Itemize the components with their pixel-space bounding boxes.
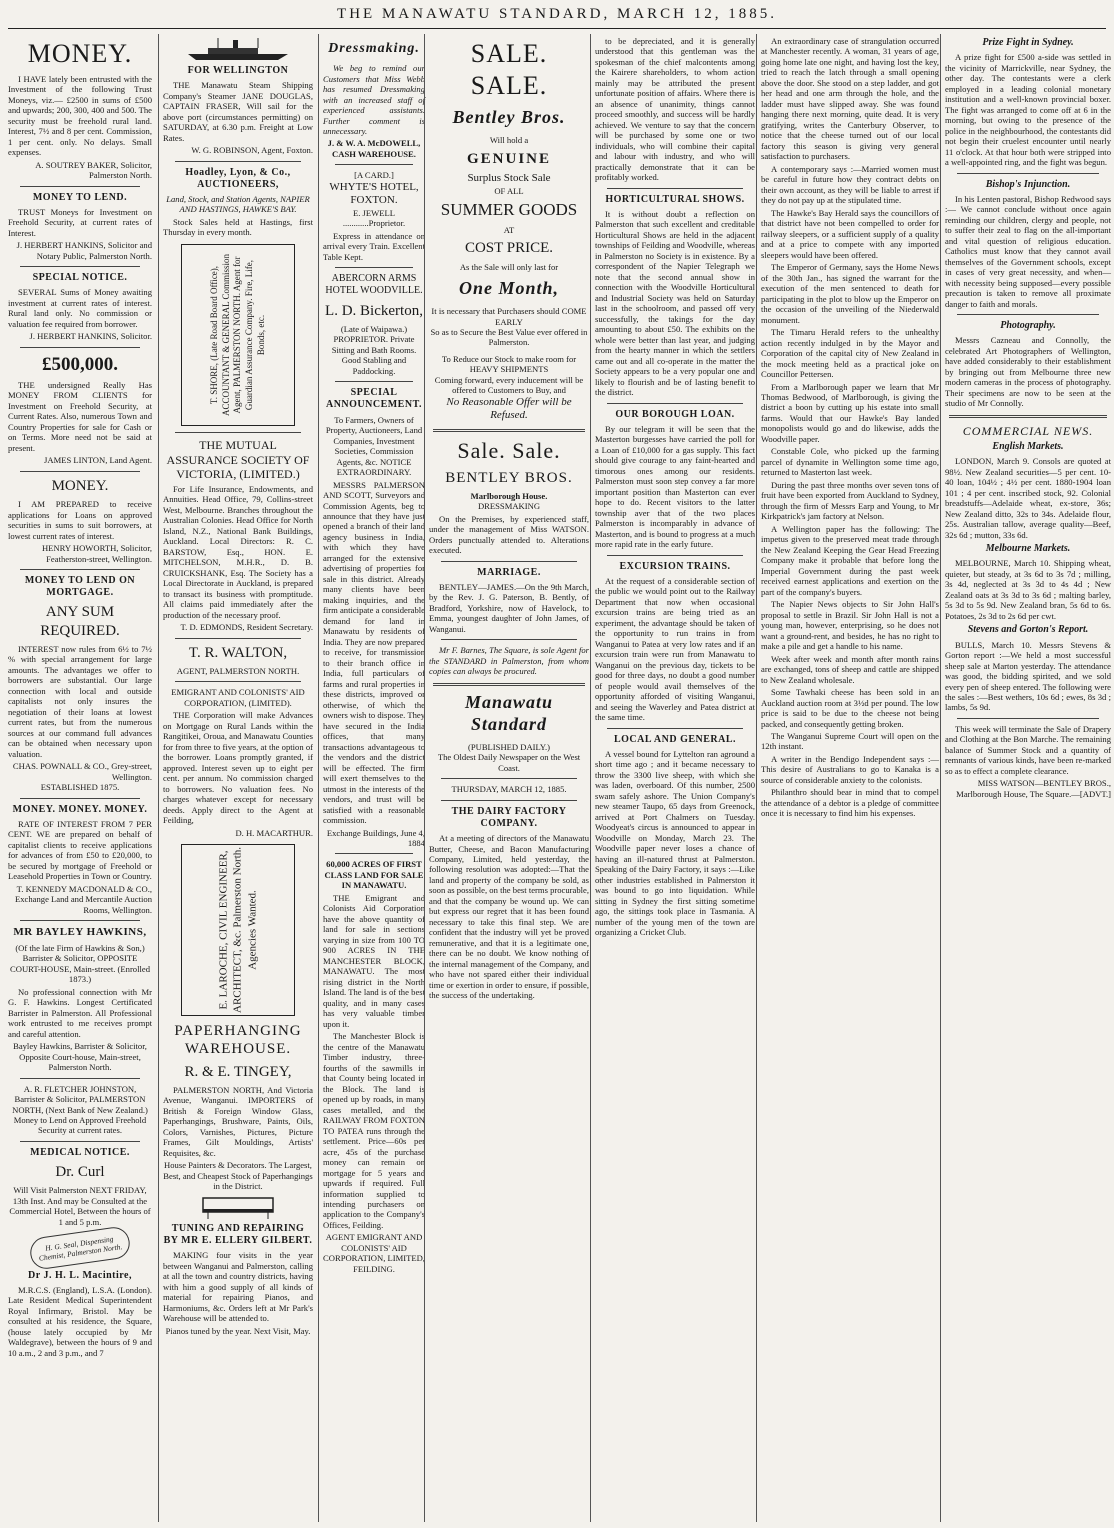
column-1 bbox=[8, 34, 156, 1522]
tawhaki-item: Some Tawhaki cheese has been sold in an Auckland auction room at 3½d per pound. The low price is said to be due to the cheese not being packed, and consequently getting broken. bbox=[761, 687, 939, 729]
hawkins-title: MR BAYLEY HAWKINS, bbox=[13, 926, 147, 939]
walton-title: T. R. WALTON, bbox=[188, 644, 288, 661]
bishop-body: In his Lenten pastoral, Bishop Redwood says :— We cannot conclude without once again reminding our children, clergy and people, not to suffer their zeal to flag on the all-important and vital question of religious education. Catholics must know that they cannot avail themselves of the Government schools, except in cases of very great necessity, and when—with necessity being supposed—every possible precaution is taken to remove all proximate danger to faith and morals. bbox=[945, 193, 1111, 309]
divider bbox=[175, 161, 301, 162]
whyte-subtitle: E. JEWELL ............Proprietor. bbox=[342, 207, 406, 229]
mutual-title: THE MUTUAL ASSURANCE SOCIETY OF VICTORIA, (LIMITED.) bbox=[166, 437, 310, 482]
hawkins-subtitle: (Of the late Firm of Hawkins & Son,) Barrister & Solicitor, OPPOSITE COURT-HOUSE, Main-street. (Enrolled 1873.) bbox=[10, 942, 150, 985]
divider bbox=[335, 267, 413, 268]
acres-body: THE Emigrant and Colonists Aid Corporation have the above quantity of land for sale in sections varying in size from 100 TO 900 ACRES IN THE MANCHESTER BLOCK, MANAWATU. The most rising district in the North Island. The land is of the best quality, and in many cases has very valuable timber upon it. bbox=[323, 892, 425, 1029]
mortgage-title: MONEY TO LEND ON MORTGAGE. bbox=[24, 575, 136, 599]
hawkes-item: The Hawke's Bay Herald says the councillors of that district have not been compelled to order for railway sleepers, or a sufficient supply of a quality and at a price to compete with any imported sleepers would have been offered. bbox=[761, 207, 939, 260]
tingey-body: PALMERSTON NORTH, And Victoria Avenue, Wanganui. IMPORTERS of British & Foreign Window Glass, Paperhangings, Brushware, Paints, Oils, Colors, Varnishes, Pictures, Picture Frames, Gilt Mouldings, Artists' Requisites, &c. bbox=[163, 1085, 313, 1158]
special-notice-title: SPECIAL NOTICE. bbox=[32, 272, 128, 284]
whyte-body: Express in attendance on arrival every Train. Excellent Table Kept. bbox=[323, 230, 425, 262]
whyte-title: WHYTE'S HOTEL, FOXTON. bbox=[329, 180, 419, 207]
inducement-label: Coming forward, every inducement will be offered to Customers to Buy, and bbox=[434, 374, 584, 396]
agent-note: Mr F. Barnes, The Square, is sole Agent for the STANDARD in Palmerston, from whom copies can always be procured. bbox=[429, 645, 589, 677]
emigrant-title: EMIGRANT AND COLONISTS' AID CORPORATION, (LIMITED). bbox=[171, 687, 305, 708]
steamship-icon bbox=[178, 36, 298, 62]
divider bbox=[20, 1141, 140, 1142]
divider bbox=[949, 415, 1107, 418]
divider bbox=[335, 381, 413, 382]
excursion-title: EXCURSION TRAINS. bbox=[619, 560, 731, 572]
marlborough-item: From a Marlborough paper we learn that Mr Thomas Bedwood, of Marlborough, is giving the district a boon by cutting up his estate into small farms. Would that our Hawke's Bay landed monopolists would go and do likewise, adds the Woodville paper. bbox=[761, 381, 939, 444]
announcement-title: SPECIAL ANNOUNCEMENT. bbox=[325, 387, 423, 411]
only-for-label: As the Sale will only last for bbox=[459, 261, 559, 272]
divider bbox=[607, 188, 743, 189]
borough-loan-title: OUR BOROUGH LOAN. bbox=[615, 408, 735, 420]
strangulation-item: An extraordinary case of strangulation occurred at Manchester recently. A woman, 31 years of age, going home late one night, and having lost the key, tried to reach the latch through a small opening above the door. She stood on a step ladder, and got her head and one arm through the hole, and the ladder must have slipped away. She was found hanging there next morning, quite dead. It is very gratifying, writes the Canterbury Observer, to notice that the cheese turned out of our local factory this season is giving very general satisfaction to purchasers. bbox=[761, 36, 939, 162]
marlborough-label: Marlborough House. bbox=[470, 490, 548, 501]
dressmaking-title: Dressmaking. bbox=[328, 41, 420, 56]
hoadley-subtitle: Land, Stock, and Station Agents, NAPIER AND HASTINGS, HAWKE'S BAY. bbox=[166, 193, 310, 215]
shore-vertical-text: T. SHORE, (Late Road Board Office), ACCOUNTANT & GENERAL Commission Agent, PALMERSTON NORTH. Agent for Guardian Assurance Company. Fire, Life, Bonds, etc. bbox=[208, 253, 266, 416]
column-3 bbox=[318, 34, 429, 1522]
hawkins-body: No professional connection with Mr G. F. Hawkins. Longest Certificated Barrister in Palmerston. All Professional work entrusted to me receives prompt and careful attention. bbox=[8, 986, 152, 1039]
dressmaking-body: We beg to remind our Customers that Miss Webb has resumed Dressmaking with an increased staff of experienced assistants. Further comment is unnecessary. bbox=[323, 63, 425, 136]
divider bbox=[20, 798, 140, 799]
english-markets-title: English Markets. bbox=[992, 441, 1064, 453]
acres-body-2: The Manchester Block is the centre of the Manawatu Timber industry, three-fourths of the sawmills in that County being located in the Block. The land is opened up by roads, in many cases metalled, and the RAILWAY FROM FOXTON TO PATEA runs through the settlement. Price—60s per acre, 45s of the purchase money can remain on mortgage for 5 years and upwards if required. Full information supplied to intending purchasers on application to the Company's Offices, Feilding. bbox=[323, 1031, 425, 1230]
money-body: I HAVE lately been entrusted with the Investment of the following Trust Moneys, viz.— £2500 in sums of £500 and upwards; 200, 300, 400 and 500. The security must be freehold rural land. Interest, 7½ and 8 per cent. Commission, 1 per cent. only. No delays. Small expenses. bbox=[8, 73, 152, 158]
dressmaking-notice: On the Premises, by experienced staff, under the management of Miss WATSON. Orders punctually attended to. Alterations executed. bbox=[429, 513, 589, 556]
commercial-news-title: COMMERCIAL NEWS. bbox=[962, 423, 1094, 438]
mmm-body: RATE OF INTEREST FROM 7 PER CENT. WE are prepared on behalf of capitalist clients to receive applications for advances of from £50 to £20,000, to be secured by mortgage of Freehold or Leasehold Properties in Town or Country. bbox=[8, 818, 152, 882]
column-5 bbox=[590, 34, 759, 1522]
seal-badge bbox=[28, 1226, 132, 1272]
announcement-subtitle: To Farmers, Owners of Property, Auctioneers, Land Companies, Investment Societies, Commission Agents, &c. NOTICE EXTRAORDINARY. bbox=[325, 414, 423, 478]
curl-title: Dr. Curl bbox=[55, 1164, 105, 1181]
dressmaking-label: DRESSMAKING bbox=[477, 501, 541, 512]
mmm-title: MONEY. MONEY. MONEY. bbox=[12, 803, 148, 815]
one-month-label: One Month, bbox=[458, 278, 560, 299]
laroche-vertical-ad bbox=[181, 844, 295, 1016]
divider bbox=[175, 432, 301, 433]
genuine-label: GENUINE bbox=[466, 150, 551, 167]
column-4 bbox=[424, 34, 593, 1522]
walton-subtitle: AGENT, PALMERSTON NORTH. bbox=[176, 665, 300, 676]
cost-price-label: COST PRICE. bbox=[464, 240, 554, 257]
divider bbox=[175, 638, 301, 639]
curl-body: Will Visit Palmerston NEXT FRIDAY, 13th Inst. And may be Consulted at the Commercial Hotel, Between the hours of 1 and 5 p.m. bbox=[9, 1185, 151, 1227]
shore-vertical-ad bbox=[181, 244, 295, 426]
money-title: MONEY. bbox=[27, 39, 133, 68]
bickerton-title: L. D. Bickerton, bbox=[325, 302, 423, 319]
photography-body: Messrs Cazneau and Connolly, the celebrated Art Photographers of Wellington, have added considerably to their establishment by bringing out from Melbourne three new modern cameras in the process of photography. Their specimens are now to be seen at the studio of Mr Connolly. bbox=[945, 335, 1111, 409]
bentley-title: Bentley Bros. bbox=[452, 107, 566, 128]
divider bbox=[335, 164, 413, 165]
lend-body: TRUST Moneys for Investment on Freehold Security, at current rates of Interest. bbox=[8, 206, 152, 238]
at-label: AT bbox=[503, 224, 515, 235]
for-wellington-body: THE Manawatu Steam Shipping Company's Steamer JANE DOUGLAS, CAPTAIN FRASER, Will sail for the above port (circumstances permitting) on SATURDAY, at 6.30 p.m. Freight at Low Rates. bbox=[163, 80, 313, 143]
established-label: ESTABLISHED 1875. bbox=[40, 782, 120, 793]
divider bbox=[441, 639, 577, 640]
divider bbox=[335, 853, 413, 854]
emigrant-body: THE Corporation will make Advances on Mortgage on Rural Lands within the Rangitikei, Oroua, and Manawatu Counties for from three to five years, at the option of the borrower. Loans promptly granted, if approved. Interest seven up to eight per cent. per annum. No commission charged to borrowers. No valuation fees. No charges whatever except for necessary deeds. Apply direct to the Agent at Feilding, bbox=[163, 710, 313, 826]
prize-fight-body: A prize fight for £500 a-side was settled in the vicinity of Marrickville, near Sydney, the other day. The contestants were a clerk employed in a leading colonial monetary institution and a well-known provincial boxer. The fight was arranged to come off at 6 in the morning, but owing to the presence of the police in the neighbourhood, the contestants did not begin their cruelest encounter until nearly 11 o'clock. At that hour both were stripped into a well-appointed ring, and the fight was begun. bbox=[945, 52, 1111, 168]
bishop-title: Bishop's Injunction. bbox=[985, 178, 1071, 190]
divider bbox=[607, 555, 743, 556]
masthead: THE MANAWATU STANDARD, MARCH 12, 1885. bbox=[337, 6, 777, 22]
surety-signature: CHAS. POWNALL & CO., Grey-street, Wellington. bbox=[12, 761, 152, 782]
sale-title: SALE. SALE. bbox=[470, 39, 548, 100]
fletcher-notice: A. R. FLETCHER JOHNSTON, Barrister & Solicitor, PALMERSTON NORTH, (Next Bank of New Zealand.) Money to Lend on Approved Freehold Security at current rates. bbox=[12, 1083, 148, 1136]
laroche-vertical-text: E. LAROCHE, CIVIL ENGINEER, ARCHITECT, &c. Palmerston North. Agencies Wanted. bbox=[217, 847, 259, 1014]
dairy-title: THE DAIRY FACTORY COMPANY. bbox=[451, 805, 567, 829]
divider bbox=[433, 429, 585, 432]
surplus-label: Surplus Stock Sale bbox=[467, 172, 551, 185]
bon-marche-signature: MISS WATSON—BENTLEY BROS., Marlborough House, The Square.—[ADVT.] bbox=[956, 778, 1111, 799]
divider bbox=[20, 347, 140, 348]
divider bbox=[20, 1078, 140, 1079]
fruit-item: During the past three months over seven tons of fruit have been exported from Auckland to Sydney, through the firm of Messrs Earp and Young, to Mr Kirkpatrick's jam factory at Nelson. bbox=[761, 479, 939, 522]
column-7 bbox=[940, 34, 1114, 1522]
timaru-item: The Timaru Herald refers to the unhealthy action recently indulged in by the Mayor and Corporation of the capital city of New Zealand in the mock meeting held as a practical joke on Councillor Pettersen. bbox=[761, 327, 939, 380]
special-notice-body: SEVERAL Sums of Money awaiting investment at current rates of interest. Rural land only. No commission or valuation fee required from borrower. bbox=[8, 287, 152, 329]
constable-item: Constable Cole, who picked up the farming parcel of dynamite in Wellington some time ago, returned to Masterton last week. bbox=[761, 446, 939, 478]
tuning-title: TUNING AND REPAIRING BY MR E. ELLERY GILBERT. bbox=[163, 1222, 313, 1247]
acres-signature: AGENT EMIGRANT AND COLONISTS' AID CORPORATION, LIMITED, FEILDING. bbox=[323, 1232, 425, 1274]
divider bbox=[957, 314, 1099, 315]
dairy-body: At a meeting of directors of the Manawatu Butter, Cheese, and Bacon Manufacturing Company, Limited, held yesterday, the following resolution was adopted:—That the land and property of the company be sold, as soon as possible, on the best terms procurable, and that the company be wound up. We can but express our regret that it has been found necessary to take this final step. We are confident that the industry will yet be proved remunerative, and that it is a legitimate one, there can be no doubt. We know nothing of the internal management of the Company, and who have not spared either their individual time or exertion in order to ensure, if possible, the success of the undertaking. bbox=[429, 833, 589, 1001]
lend-title: MONEY TO LEND. bbox=[32, 191, 128, 203]
divider bbox=[607, 728, 743, 729]
wanganui-item: The Wanganui Supreme Court will open on the 12th instant. bbox=[761, 731, 939, 752]
necessary-label: It is necessary that Purchasers should COME EARLY bbox=[431, 306, 587, 327]
wellington-item: A Wellington paper has the following: The impetus given to the preserved meat trade through the New Zealand Keeping the Gear Head Freezing Company make it probable that before long the Imperial Government during the past week received earnest applications and exertion on the part of the company's buyers. bbox=[761, 523, 939, 597]
week-after-item: Week after week and month after month rains are exchanged, tons of sheep and cattle are shipped to New Zealand wholesale. bbox=[761, 653, 939, 685]
marriage-body: BENTLEY—JAMES.—On the 9th March, by the Rev. J. G. Paterson, B. Bently, of Bradford, Yorkshire, now of Havelock, to Emma, youngest daughter of John James, of Wanganui. bbox=[429, 581, 589, 634]
bentley2-title: BENTLEY BROS. bbox=[445, 469, 573, 486]
paper-name: Manawatu Standard bbox=[464, 691, 554, 734]
money2-signature: HENRY HOWORTH, Solicitor, Featherston-street, Wellington. bbox=[41, 543, 152, 564]
mutual-signature: T. D. EDMONDS, Resident Secretary. bbox=[180, 622, 313, 633]
philanthropist-item: Philanthro should bear in mind that to compel the attendance of a debtor is a pledge of committee once it is necessary to find him his expenses. bbox=[761, 787, 939, 819]
published-label: (PUBLISHED DAILY.) bbox=[467, 741, 551, 752]
column-2 bbox=[158, 34, 317, 1522]
divider bbox=[433, 683, 585, 686]
surety-title: ANY SUM REQUIRED. bbox=[40, 604, 120, 639]
hoadley-body: Stock Sales held at Hastings, first Thursday in every month. bbox=[163, 216, 313, 238]
divider bbox=[441, 800, 577, 801]
horticultural-body: It is without doubt a reflection on Palmerston that such excellent and creditable Horticultural Shows are held in the adjacent townships of Feilding and Woodville, whereas in Palmerston no Society is in existence. By a correspondent of the Napier Telegraph we note that the second annual show in connection with the Woodville Horticultural and Industrial Society was held on Saturday last in the schoolroom, and passed off very successfully, the takings for the day amounting to about £50. The exhibits on the whole were better than last year, and judging from the hearty manner in which the settlers came out and all co-operate in the matter the Society appears to be a very popular one and likely to flourish and be of lasting benefit to the district. bbox=[595, 208, 755, 398]
paperhanging-title: PAPERHANGING WAREHOUSE. bbox=[174, 1023, 302, 1058]
divider bbox=[20, 920, 140, 921]
contemporary-item: A contemporary says :—Married women must be careful in future how they contract debts on their own account, as they will be liable to arrest if they do not pay up at the stipulated time. bbox=[761, 163, 939, 206]
secure-label: So as to Secure the Best Value ever offered in Palmerston. bbox=[430, 326, 588, 348]
tingey-title: R. & E. TINGEY, bbox=[184, 1063, 292, 1080]
local-general-title: LOCAL AND GENERAL. bbox=[613, 733, 737, 745]
card-label: [A CARD.] bbox=[354, 170, 394, 181]
macintire-title: Dr J. H. L. Macintire, bbox=[28, 1269, 132, 1281]
photography-title: Photography. bbox=[1000, 320, 1056, 332]
divider bbox=[20, 266, 140, 267]
no-offer-label: No Reasonable Offer will be Refused. bbox=[446, 395, 572, 422]
masthead-rule bbox=[8, 28, 1106, 29]
for-wellington-title: FOR WELLINGTON bbox=[187, 65, 289, 76]
money-signature: A. SOUTREY BAKER, Solicitor, Palmerston North. bbox=[35, 159, 152, 181]
sale2-title: Sale. Sale. bbox=[457, 437, 561, 463]
horticultural-title: HORTICULTURAL SHOWS. bbox=[605, 193, 745, 205]
napier-item: The Napier News objects to Sir John Hall's proposal to settle in Brazil. Sir John Hall is not a young man, however, enterprising, so he does not want a ground-rent, and besides, he has no right to make a pile and get a handle to his name. bbox=[761, 599, 939, 652]
big-sum-title: £500,000. bbox=[42, 353, 118, 375]
special-notice-signature: J. HERBERT HANKINS, Solicitor. bbox=[29, 331, 152, 342]
issue-date: THURSDAY, MARCH 12, 1885. bbox=[451, 784, 567, 795]
mmm-signature: T. KENNEDY MACDONALD & CO., Exchange Land and Mercantile Auction Rooms, Wellington. bbox=[15, 883, 152, 915]
hold-label: Will hold a bbox=[489, 135, 529, 146]
mcdowell-notice: J. & W. A. McDOWELL, CASH WAREHOUSE. bbox=[327, 138, 421, 159]
divider bbox=[20, 186, 140, 187]
divider bbox=[20, 569, 140, 570]
stevens-report-body: BULLS, March 10. Messrs Stevens & Gorton report :—We held a most successful sheep sale at Marton yesterday. The attendance was good, the bidding spirited, and we sold every pen of sheep entered. The following were the sales :—Best wethers, 10s 6d ; ewes, 8s 3d ; lambs, 5s 9d. bbox=[945, 639, 1111, 713]
reduce-label: To Reduce our Stock to make room for HEAVY SHIPMENTS bbox=[441, 353, 577, 375]
surety-body: INTEREST now rules from 6½ to 7½ % with special arrangement for large amounts. The advantages we offer to borrowers are substantial. Our large connection with local and outside capitalists not only insures the negotiation of their loans at lowest current rates, but from the numerous sources at our command full advances can be obtained when necessary upon valuation. bbox=[8, 644, 152, 759]
emigrant-signature: D. H. MACARTHUR. bbox=[235, 827, 313, 838]
excursion-body: At the request of a considerable section of the public we would point out to the Railway Department that now when occasional excursion trains are being tried as an experiment, the advantage should be taken of the opportunity to run trains in from Wanganui to Patea at very low rates and if an excursion train were run from Manawatu to Wanganui on the previous day, tickets to be good for three days, no doubt a good number of people would avail themselves of the opportunity afforded of visiting Wanganui, and seeing the Waverley and Patea district at the same time. bbox=[595, 575, 755, 723]
tuning-body: MAKING four visits in the year between Wanganui and Palmerston, calling at all the town and country districts, having with him a good supply of all kinds of material for repairing Pianos, and Harmoniums, &c. Orders left at Mr Park's Warehouse will be attended to. bbox=[163, 1250, 313, 1324]
announcement-signature: Exchange Buildings, June 4, 1884 bbox=[326, 827, 425, 848]
tuning-footer: Pianos tuned by the year. Next Visit, May. bbox=[165, 1325, 311, 1336]
germany-item: The Emperor of Germany, says the Home News of the 30th Jan., has signed the warrant for the execution of the men sentenced to death for participating in the plot to blow up the Emperor on the occasion of the unveiling of the Niederwald monument. bbox=[761, 262, 939, 325]
tingey-subtitle: House Painters & Decorators. The Largest, Best, and Cheapest Stock of Paperhangings in the District. bbox=[163, 1160, 313, 1192]
money2-title: MONEY. bbox=[51, 477, 109, 494]
summer-goods-label: SUMMER GOODS bbox=[440, 200, 578, 220]
mutual-body: For Life Insurance, Endowments, and Annuities. Head Office, 79, Collins-street West, Melbourne. Branches throughout the Australian Colonies. Head Office for North Island, N.Z., National Bank Buildings, Auckland. Local Directors: R. C. BARSTOW, Esq., HON. E. MITCHELSON, M.H.R., D. B. CRUICKSHANK, Esq. The Society has a Local Directorate in Auckland, is prepared to transact its business with promptitude. All claims paid immediately after the production of the necessary proof. bbox=[163, 483, 313, 620]
english-markets-body: LONDON, March 9. Consols are quoted at 98½. New Zealand securities—5 per cent. 10-40 loan, 104½ ; 4½ per cent. 1880-1904 loan 101 ; 4 per cent. inscribed stock, 92. Colonial breadstuffs—Adelaide wheat, ex-store, 36s; New Zealand ditto, 32s to 34s. Adelaide flour, 25s. Australian tallow, average quality—Beef, 32s 6d ; mutton, 33s 6d. bbox=[945, 456, 1111, 540]
linton-signature: JAMES LINTON, Land Agent. bbox=[44, 455, 152, 466]
divider bbox=[441, 561, 577, 562]
hawkins-address: Bayley Hawkins, Barrister & Solicitor, Opposite Court-house, Main-street, Palmerston North. bbox=[13, 1041, 147, 1073]
column-6 bbox=[756, 34, 943, 1522]
melbourne-markets-body: MELBOURNE, March 10. Shipping wheat, quieter, but steady, at 3s 6d to 3s 7d ; milling, 3s 4d, neglected at 3s 3d to 4s 4d ; New Zealand oats at 3s 3d to 3s 6d ; malting barley, 5s 3d to 5s 9d. New Zealand bran, 5s 6d to 6s. Potatoes, 2s 3d to 2s 6d per cwt. bbox=[945, 558, 1111, 621]
acres-title: 60,000 ACRES OF FIRST CLASS LAND FOR SALE IN MANAWATU. bbox=[324, 859, 424, 891]
bon-marche-notice: This week will terminate the Sale of Drapery and Clothing at the Bon Marche. The remaining balance of Summer Stock and a quantity of remnants of various kinds, have been re-marked so as to effect a complete clearance. bbox=[945, 723, 1111, 776]
for-wellington-signature: W. G. ROBINSON, Agent, Foxton. bbox=[191, 145, 313, 156]
abercorn-body: (Late of Waipawa.) PROPRIETOR. Private Sitting and Bath Rooms. Good Stabling and Paddocking. bbox=[331, 323, 417, 376]
divider bbox=[20, 471, 140, 472]
hoadley-title: Hoadley, Lyon, & Co., AUCTIONEERS, bbox=[185, 166, 291, 190]
local-general-body: A vessel bound for Lyttelton ran aground a short time ago ; and it became necessary to throw the 3300 live sheep, with which she was laden, overboard. Of this number, 2500 swam safely ashore. The Union Company's new steamer Taupo, 65 days from Greenock, arrived at Port Chalmers on Tuesday. Woodyeat's circus is announced to appear in Woodville on Monday, March 23. The Woodville paper never loses a chance of having an ill-natured thrust at Palmerston. Speaking of the Dairy Factory, it says :—Like other industries established in Palmerston it was bound to go into liquidation. While sitting in Sydney the first sitting sometime ago, the sittings took place in Tasmania. A number of the young men of the town are organizing a Cricket Club. bbox=[595, 748, 755, 938]
divider bbox=[175, 681, 301, 682]
piano-icon bbox=[178, 1194, 298, 1220]
bendigo-item: A writer in the Bendigo Independent says :—This desire of Australians to go to Kanaka is a source of considerable anxiety to the colonists. bbox=[761, 753, 939, 785]
stevens-report-title: Stevens and Gorton's Report. bbox=[967, 624, 1089, 636]
linton-body: THE undersigned Really Has MONEY FROM CLIENTS for Investment on Freehold Security, at Current Rates. Also, numerous Town and Country Properties for sale for Cash or on Terms. More need not be said at present. bbox=[8, 379, 152, 453]
abercorn-title: ABERCORN ARMS HOTEL WOODVILLE. bbox=[325, 273, 423, 297]
divider bbox=[957, 173, 1099, 174]
lend-signature: J. HERBERT HANKINS, Solicitor and Notary Public, Palmerston North. bbox=[16, 240, 152, 261]
divider bbox=[441, 778, 577, 779]
money2-body: I AM PREPARED to receive applications for Loans on approved securities in sums to suit borrowers, at lowest current rates of interest. bbox=[8, 499, 152, 541]
melbourne-markets-title: Melbourne Markets. bbox=[985, 543, 1071, 555]
seal-text: H. G. Seal, Dispensing Chemist, Palmerston North. bbox=[38, 1234, 123, 1264]
borough-loan-body: By our telegram it will be seen that the Masterton burgesses have carried the poll for a Loan of £10,000 for a gas supply. This fact should give courage to any faint-hearted and timorous ones among our residents. Palmerston must soon step convey a far more important position than Masterton can ever hope to do. Recent visitors to the latter township aver that of the two places Palmerston is incomparably in advance of Masterton, and is bound to progress at a much more rapid rate in the early future. bbox=[595, 423, 755, 550]
dairy-continued: to be depreciated, and it is generally understood that this gentleman was the spokesman of the chief malcontents among the Kairere shareholders, to whom action mainly may be attributed the present unfortunate position of affairs. Where there is an absence of unanimity, things cannot proceed smoothly, and success will be hardly achieved. We venture to say that the concern will be purchased by some one or two individuals, who will combine their capital and labour with industry, and who will practically demonstrate that it can be profitably worked. bbox=[595, 36, 755, 183]
divider bbox=[957, 718, 1099, 719]
prize-fight-title: Prize Fight in Sydney. bbox=[982, 37, 1074, 48]
divider bbox=[607, 403, 743, 404]
marriage-title: MARRIAGE. bbox=[477, 566, 541, 578]
oldest-label: The Oldest Daily Newspaper on the West Coast. bbox=[437, 752, 581, 773]
macintire-body: M.R.C.S. (England), L.S.A. (London). Late Resident Medical Superintendent Royal Infirmary, Bristol. May be consulted at his residence, the Square, (house lately occupied by Mr Waldegrave), between the hours of 9 and 10 a.m., 2 and 3 p.m., and 7 bbox=[8, 1284, 152, 1358]
announcement-body: MESSRS PALMERSON AND SCOTT, Surveyors and Commission Agents, beg to announce that they have just opened a branch of their land agency business in India, with which they have arranged for the extensive advertising of properties for sale in this district. Already many clients have been making inquiries, and the firm anticipate a considerable demand for land in Manawatu by residents of India. They are now prepared to receive, for transmission to their branch office in India, full particulars of farms and rural properties in these districts, improved or otherwise, of which the owners wish to dispose. They have secured in the India offices, that many transactions advantageous to the vendors and the district will be effected. The firm will exert themselves to the utmost in the interests of the vendors, and trust will be satisfied with a reasonable commission. bbox=[323, 479, 425, 826]
medical-notice-title: MEDICAL NOTICE. bbox=[30, 1146, 130, 1158]
of-all-label: OF ALL bbox=[494, 185, 524, 196]
